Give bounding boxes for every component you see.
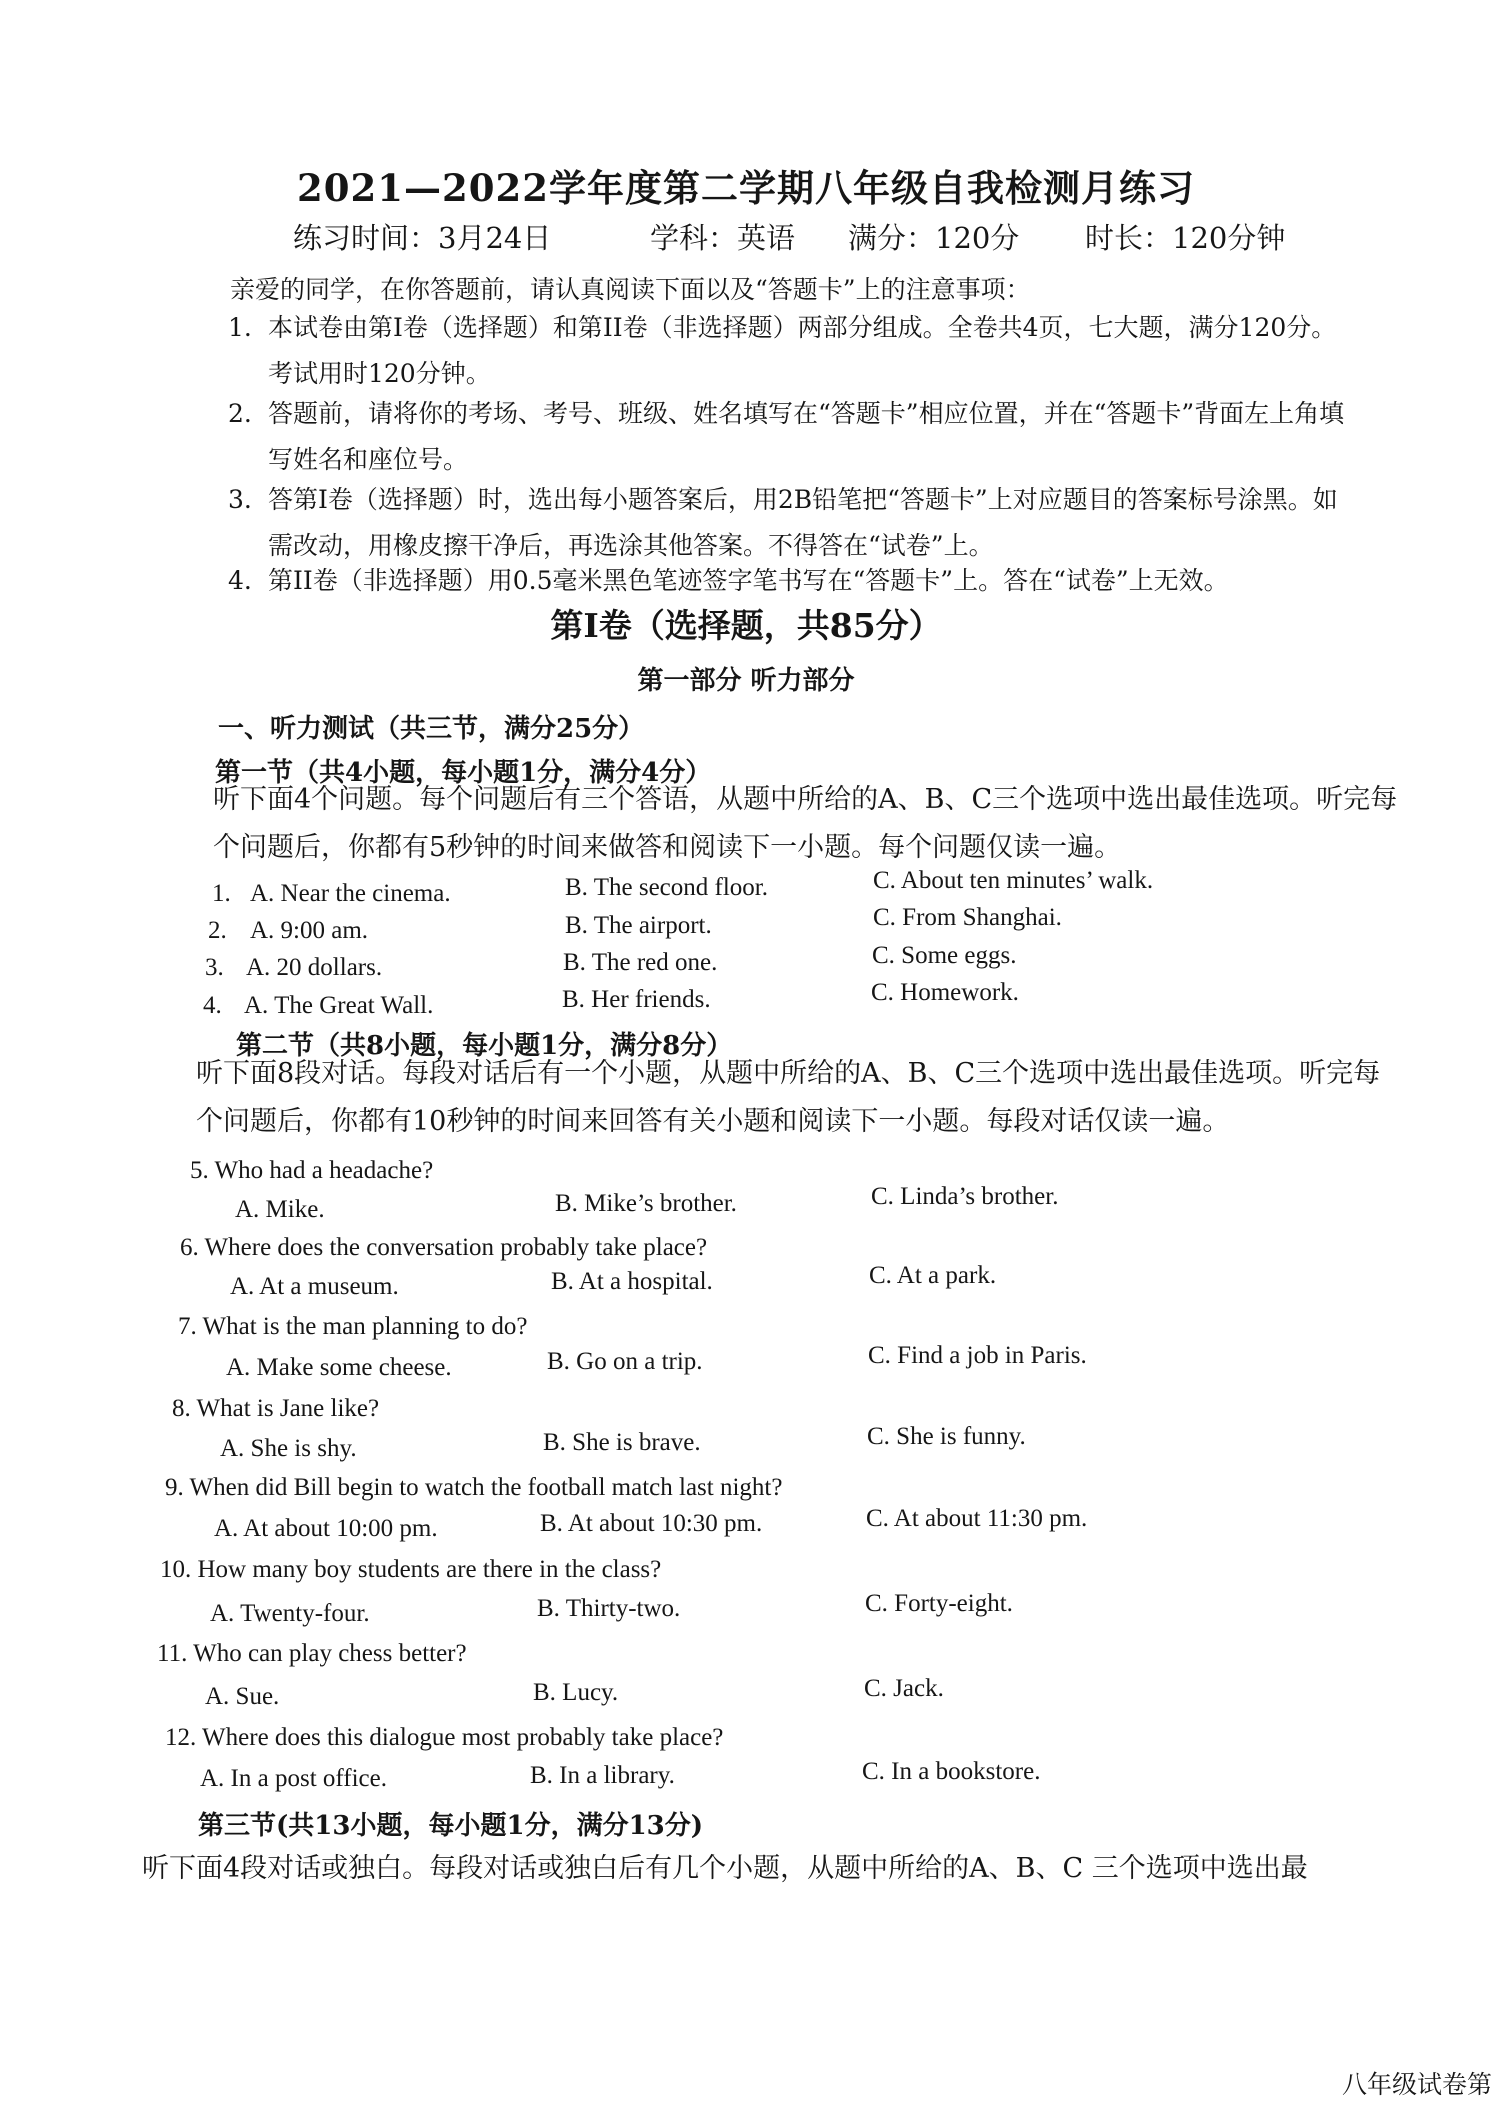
notice-item	[228, 391, 1344, 483]
option-b: B. The red one.	[563, 949, 718, 976]
notice-text: 本试卷由第I卷（选择题）和第II卷（非选择题）两部分组成。全卷共4页，七大题，满分120分。	[268, 313, 1337, 342]
notice-text-cont: 考试用时120分钟。	[268, 359, 491, 388]
notice-text: 答第I卷（选择题）时，选出每小题答案后，用2B铅笔把“答题卡”上对应题目的答案标号涂黑。如	[268, 485, 1338, 514]
exam-duration: 时长：120分钟	[1085, 221, 1286, 255]
notice-text: 第II卷（非选择题）用0.5毫米黑色笔迹签字笔书写在“答题卡”上。答在“试卷”上无效。	[268, 566, 1229, 595]
option-c: C. Jack.	[864, 1675, 944, 1702]
option-a: A. In a post office.	[200, 1765, 387, 1792]
option-c: C. At a park.	[869, 1262, 997, 1289]
notice-text-cont: 写姓名和座位号。	[268, 445, 469, 474]
option-b: B. She is brave.	[543, 1429, 701, 1456]
option-a: A. The Great Wall.	[244, 992, 434, 1019]
exam-title: 2021—2022学年度第二学期八年级自我检测月练习	[297, 166, 1195, 210]
option-c: C. At about 11:30 pm.	[866, 1505, 1088, 1532]
exam-full-score: 满分：120分	[848, 221, 1020, 255]
question-text: 7. What is the man planning to do?	[178, 1313, 528, 1340]
option-a: A. Near the cinema.	[250, 880, 451, 907]
notice-text: 答题前，请将你的考场、考号、班级、姓名填写在“答题卡”相应位置，并在“答题卡”背面左上角填	[268, 399, 1345, 428]
option-a: A. Twenty-four.	[210, 1600, 370, 1627]
question-text: 6. Where does the conversation probably take place?	[180, 1234, 708, 1261]
part-title: 第一部分 听力部分	[637, 666, 855, 696]
exam-date: 练习时间：3月24日	[293, 221, 552, 255]
instruction-line: 个问题后，你都有5秒钟的时间来做答和阅读下一小题。每个问题仅读一遍。	[213, 832, 1122, 863]
option-a: A. Make some cheese.	[226, 1354, 452, 1381]
notice-item	[228, 558, 1229, 604]
notice-text-cont: 需改动，用橡皮擦干净后，再选涂其他答案。不得答在“试卷”上。	[268, 531, 994, 560]
page-footer: 八年级试卷第	[1341, 2070, 1492, 2099]
notice-item	[228, 305, 1336, 397]
section2-instructions	[196, 1050, 1380, 1146]
option-b: B. The airport.	[565, 912, 712, 939]
option-b: B. In a library.	[530, 1762, 675, 1789]
question-text: 5. Who had a headache?	[190, 1157, 434, 1184]
option-b: B. Go on a trip.	[547, 1348, 703, 1375]
section3-instructions: 听下面4段对话或独白。每段对话或独白后有几个小题，从题中所给的A、B、C 三个选项中选出最	[142, 1853, 1308, 1884]
option-c: C. Some eggs.	[872, 942, 1017, 969]
option-a: A. 20 dollars.	[246, 954, 383, 981]
option-c: C. Find a job in Paris.	[868, 1342, 1087, 1369]
instruction-line: 听下面4个问题。每个问题后有三个答语，从题中所给的A、B、C三个选项中选出最佳选项。听完每	[213, 784, 1398, 815]
option-b: B. The second floor.	[565, 874, 768, 901]
question-text: 9. When did Bill begin to watch the football match last night?	[165, 1474, 783, 1501]
option-b: B. Mike’s brother.	[555, 1190, 737, 1217]
notice-heading: 亲爱的同学，在你答题前，请认真阅读下面以及“答题卡”上的注意事项：	[230, 275, 1031, 304]
item-number: 3.	[205, 954, 224, 981]
option-c: C. In a bookstore.	[862, 1758, 1041, 1785]
option-c: C. About ten minutes’ walk.	[873, 867, 1154, 894]
item-number: 1.	[212, 880, 231, 907]
notice-number: 3.	[228, 485, 252, 514]
option-b: B. Lucy.	[533, 1679, 619, 1706]
option-a: A. At a museum.	[230, 1273, 399, 1300]
option-a: A. Mike.	[235, 1196, 325, 1223]
option-b: B. At about 10:30 pm.	[540, 1510, 763, 1537]
option-a: A. 9:00 am.	[250, 917, 369, 944]
option-a: A. At about 10:00 pm.	[214, 1515, 438, 1542]
notice-number: 2.	[228, 399, 252, 428]
instruction-line: 听下面8段对话。每段对话后有一个小题，从题中所给的A、B、C三个选项中选出最佳选项。听完每	[196, 1058, 1381, 1089]
notice-number: 1.	[228, 313, 252, 342]
option-c: C. Homework.	[871, 979, 1019, 1006]
section1-title: 第一节（共4小题，每小题1分，满分4分）	[215, 758, 712, 788]
question-text: 11. Who can play chess better?	[157, 1640, 467, 1667]
question-text: 12. Where does this dialogue most probably take place?	[165, 1724, 724, 1751]
notice-number: 4.	[228, 566, 252, 595]
option-a: A. She is shy.	[220, 1435, 357, 1462]
option-c: C. She is funny.	[867, 1423, 1026, 1450]
option-a: A. Sue.	[205, 1683, 280, 1710]
item-number: 2.	[208, 917, 227, 944]
option-c: C. From Shanghai.	[873, 904, 1062, 931]
notice-item	[228, 477, 1338, 569]
item-number: 4.	[203, 992, 222, 1019]
section1-instructions	[213, 776, 1397, 872]
section3-title: 第三节(共13小题，每小题1分，满分13分)	[198, 1811, 704, 1841]
option-c: C. Linda’s brother.	[871, 1183, 1059, 1210]
option-b: B. At a hospital.	[551, 1268, 713, 1295]
section2-title: 第二节（共8小题，每小题1分，满分8分）	[236, 1031, 733, 1061]
exam-subject: 学科：英语	[650, 221, 796, 255]
option-b: B. Thirty-two.	[537, 1595, 681, 1622]
instruction-line: 个问题后，你都有10秒钟的时间来回答有关小题和阅读下一小题。每段对话仅读一遍。	[196, 1106, 1230, 1137]
volume-title: 第I卷（选择题，共85分）	[550, 606, 942, 645]
option-b: B. Her friends.	[562, 986, 711, 1013]
listening-heading: 一、听力测试（共三节，满分25分）	[218, 714, 645, 744]
option-c: C. Forty-eight.	[865, 1590, 1013, 1617]
question-text: 8. What is Jane like?	[172, 1395, 380, 1422]
question-text: 10. How many boy students are there in the class?	[160, 1556, 662, 1583]
